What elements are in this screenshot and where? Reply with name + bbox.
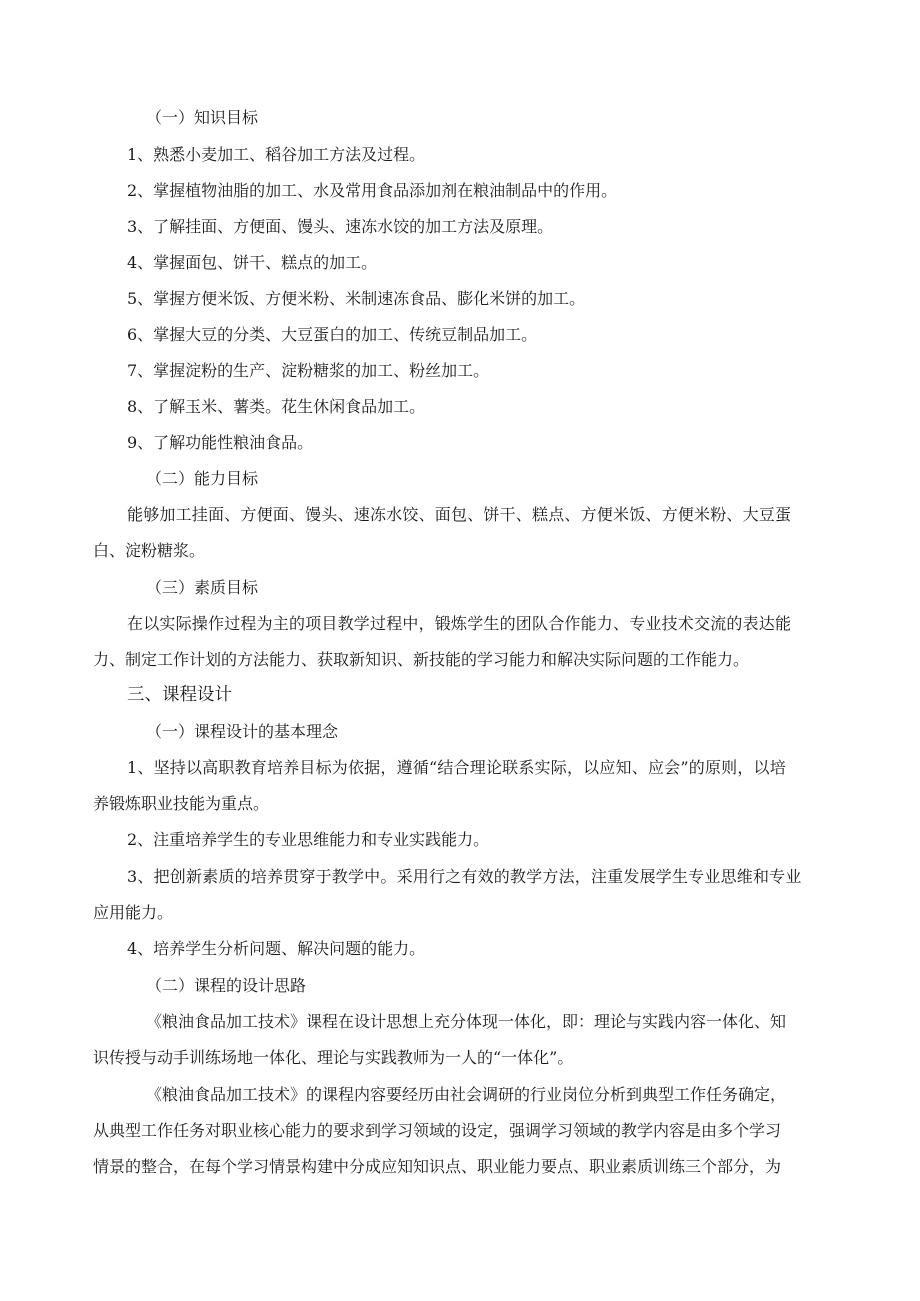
quality-heading: （三）素质目标: [146, 578, 259, 597]
concept-point-3-line-2: 应用能力。: [93, 903, 174, 922]
ability-paragraph-line-1: 能够加工挂面、方便面、馒头、速冻水饺、面包、饼干、糕点、方便米饭、方便米粉、大豆蛋: [127, 505, 792, 524]
concept-point-2: 2、注重培养学生的专业思维能力和专业实践能力。: [127, 830, 490, 849]
knowledge-item-3: 3、了解挂面、方便面、馒头、速冻水饺的加工方法及原理。: [127, 217, 554, 236]
knowledge-item-2: 2、掌握植物油脂的加工、水及常用食品添加剂在粮油制品中的作用。: [127, 181, 618, 200]
concept-point-4: 4、培养学生分析问题、解决问题的能力。: [127, 939, 426, 958]
idea-heading: （二）课程的设计思路: [146, 976, 307, 995]
knowledge-item-9: 9、了解功能性粮油食品。: [127, 433, 314, 452]
knowledge-item-1: 1、熟悉小麦加工、稻谷加工方法及过程。: [127, 145, 426, 164]
section-heading-course-design: 三、课程设计: [127, 685, 232, 705]
quality-paragraph-line-1: 在以实际操作过程为主的项目教学过程中，锻炼学生的团队合作能力、专业技术交流的表达能: [127, 614, 792, 633]
idea-paragraph-1-line-2: 识传授与动手训练场地一体化、理论与实践教师为一人的“一体化”。: [93, 1048, 574, 1067]
knowledge-item-8: 8、了解玉米、薯类。花生休闲食品加工。: [127, 397, 426, 416]
concept-point-1-line-1: 1、坚持以高职教育培养目标为依据，遵循“结合理论联系实际，以应知、应会”的原则，以培: [127, 758, 786, 777]
knowledge-heading: （一）知识目标: [146, 108, 259, 127]
knowledge-item-5: 5、掌握方便米饭、方便米粉、米制速冻食品、膨化米饼的加工。: [127, 289, 586, 308]
idea-paragraph-1-line-1: 《粮油食品加工技术》课程在设计思想上充分体现一体化，即：理论与实践内容一体化、知: [146, 1012, 787, 1031]
idea-paragraph-2-line-1: 《粮油食品加工技术》的课程内容要经历由社会调研的行业岗位分析到典型工作任务确定，: [146, 1085, 787, 1104]
ability-paragraph-line-2: 白、淀粉糖浆。: [93, 541, 206, 560]
knowledge-item-4: 4、掌握面包、饼干、糕点的加工。: [127, 253, 378, 272]
concept-point-1-line-2: 养锻炼职业技能为重点。: [93, 794, 270, 813]
concept-point-3-line-1: 3、把创新素质的培养贯穿于教学中。采用行之有效的教学方法，注重发展学生专业思维和专业: [127, 867, 802, 886]
knowledge-item-6: 6、掌握大豆的分类、大豆蛋白的加工、传统豆制品加工。: [127, 325, 538, 344]
concept-heading: （一）课程设计的基本理念: [146, 722, 339, 741]
idea-paragraph-2-line-3: 情景的整合，在每个学习情景构建中分成应知知识点、职业能力要点、职业素质训练三个部分，为: [93, 1157, 782, 1176]
idea-paragraph-2-line-2: 从典型工作任务对职业核心能力的要求到学习领域的设定，强调学习领域的教学内容是由多个学习: [93, 1121, 782, 1140]
quality-paragraph-line-2: 力、制定工作计划的方法能力、获取新知识、新技能的学习能力和解决实际问题的工作能力。: [93, 650, 750, 669]
knowledge-item-7: 7、掌握淀粉的生产、淀粉糖浆的加工、粉丝加工。: [127, 361, 490, 380]
ability-heading: （二）能力目标: [146, 469, 259, 488]
